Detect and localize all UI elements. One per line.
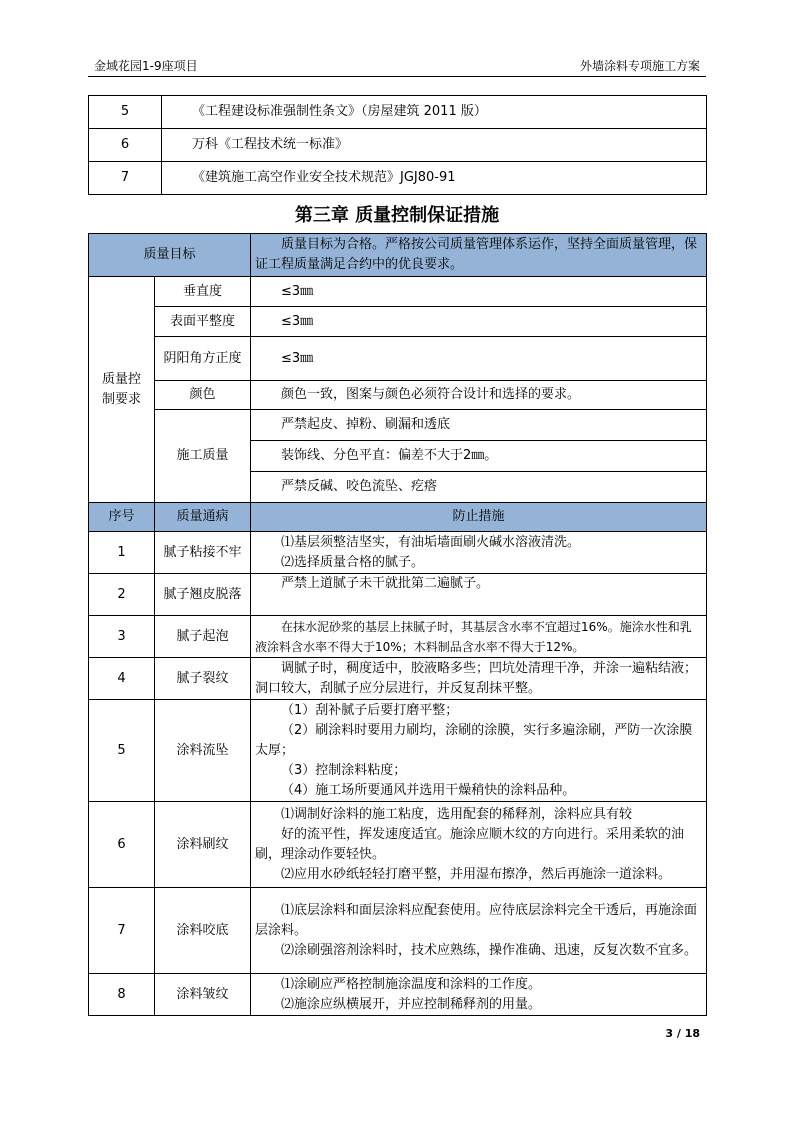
table-row (89, 700, 707, 802)
ref-no: 5 (89, 96, 162, 129)
defect-measure: ⑴涂刷应严格控制施涂温度和涂料的工作度。 ⑵施涂应纵横展开，并应控制稀释剂的用量。 (251, 974, 707, 1016)
defect-no: 7 (89, 888, 155, 974)
defect-issue: 腻子裂纹 (155, 658, 251, 700)
header-doc-title: 外墙涂料专项施工方案 (579, 59, 700, 73)
requirement-item: 垂直度 (155, 277, 251, 307)
defect-measure: 严禁上道腻子未干就批第二遍腻子。 (251, 574, 707, 616)
defect-no: 4 (89, 658, 155, 700)
ref-no: 6 (89, 129, 162, 162)
table-row (89, 802, 707, 888)
ref-text: 万科《工程技术统一标准》 (162, 129, 707, 162)
requirement-value: ≤3㎜ (251, 337, 707, 381)
requirement-value: 颜色一致，图案与颜色必须符合设计和选择的要求。 (251, 381, 707, 410)
table-row (89, 277, 707, 307)
table-row (89, 129, 707, 162)
defect-issue: 腻子起泡 (155, 616, 251, 658)
column-header-measure: 防止措施 (251, 503, 707, 532)
quality-goal-label: 质量目标 (89, 234, 251, 277)
table-row (89, 337, 707, 381)
defect-issue: 腻子粘接不牢 (155, 532, 251, 574)
requirement-value: ≤3㎜ (251, 307, 707, 337)
table-row (89, 234, 707, 277)
defect-no: 8 (89, 974, 155, 1016)
requirement-item: 颜色 (155, 381, 251, 410)
ref-text: 《建筑施工高空作业安全技术规范》JGJ80-91 (162, 162, 707, 195)
page-number: 3 / 18 (665, 1027, 700, 1040)
table-row (89, 410, 707, 441)
references-table (88, 95, 707, 195)
table-row (89, 974, 707, 1016)
requirement-item: 阴阳角方正度 (155, 337, 251, 381)
table-row (89, 888, 707, 974)
defect-measure: ⑴底层涂料和面层涂料应配套使用。应待底层涂料完全干透后，再施涂面层涂料。 ⑵涂刷强溶剂涂料时，技术应熟练，操作准确、迅速，反复次数不宜多。 (251, 888, 707, 974)
table-row (89, 532, 707, 574)
ref-no: 7 (89, 162, 162, 195)
table-row (89, 381, 707, 410)
table-row (89, 96, 707, 129)
requirement-item: 表面平整度 (155, 307, 251, 337)
defect-no: 6 (89, 802, 155, 888)
column-header-no: 序号 (89, 503, 155, 532)
defect-no: 5 (89, 700, 155, 802)
defect-measure: ⑴调制好涂料的施工粘度，选用配套的稀释剂，涂料应具有较 好的流平性，挥发速度适宜。施涂应顺木纹的方向进行。采用柔软的油刷，理涂动作要轻快。 ⑵应用水砂纸轻轻打磨平整，并用湿布擦净，然后再施涂一道涂料。 (251, 802, 707, 888)
defect-measure: 在抹水泥砂浆的基层上抹腻子时，其基层含水率不宜超过16%。施涂水性和乳液涂料含水率不得大于10%；木料制品含水率不得大于12%。 (251, 616, 707, 658)
defect-measure: 调腻子时，稠度适中，胶液略多些；凹坑处清理干净，并涂一遍粘结液；洞口较大，刮腻子应分层进行，并反复刮抹平整。 (251, 658, 707, 700)
header-project: 金域花园1-9座项目 (94, 59, 198, 73)
defect-issue: 腻子翘皮脱落 (155, 574, 251, 616)
construction-quality-label: 施工质量 (155, 410, 251, 503)
defect-no: 2 (89, 574, 155, 616)
defect-no: 1 (89, 532, 155, 574)
construction-quality-line: 严禁反碱、咬色流坠、疙瘩 (251, 472, 707, 503)
table-row (89, 162, 707, 195)
ref-text: 《工程建设标准强制性条文》（房屋建筑 2011 版） (162, 96, 707, 129)
header-divider (88, 76, 706, 77)
construction-quality-line: 装饰线、分色平直：偏差不大于2㎜。 (251, 441, 707, 472)
column-header-issue: 质量通病 (155, 503, 251, 532)
defect-issue: 涂料流坠 (155, 700, 251, 802)
defect-issue: 涂料刷纹 (155, 802, 251, 888)
quality-requirements-label: 质量控制要求 (89, 277, 155, 503)
construction-quality-line: 严禁起皮、掉粉、刷漏和透底 (251, 410, 707, 441)
defect-issue: 涂料皱纹 (155, 974, 251, 1016)
table-row (89, 574, 707, 616)
table-row (89, 658, 707, 700)
table-row (89, 503, 707, 532)
defect-issue: 涂料咬底 (155, 888, 251, 974)
defect-no: 3 (89, 616, 155, 658)
quality-goal-text: 质量目标为合格。严格按公司质量管理体系运作，坚持全面质量管理，保证工程质量满足合约中的优良要求。 (251, 234, 707, 277)
requirement-value: ≤3㎜ (251, 277, 707, 307)
table-row (89, 307, 707, 337)
defect-measure: ⑴基层须整洁坚实，有油垢墙面刷火碱水溶液清洗。 ⑵选择质量合格的腻子。 (251, 532, 707, 574)
chapter-title: 第三章 质量控制保证措施 (294, 205, 500, 226)
defect-measure: （1）刮补腻子后要打磨平整； （2）刷涂料时要用力刷均，涂刷的涂膜，实行多遍涂刷，严防一次涂膜太厚； （3）控制涂料粘度； （4）施工场所要通风并选用干燥稍快的涂料品种。 (251, 700, 707, 802)
quality-table (88, 233, 707, 1016)
table-row (89, 616, 707, 658)
